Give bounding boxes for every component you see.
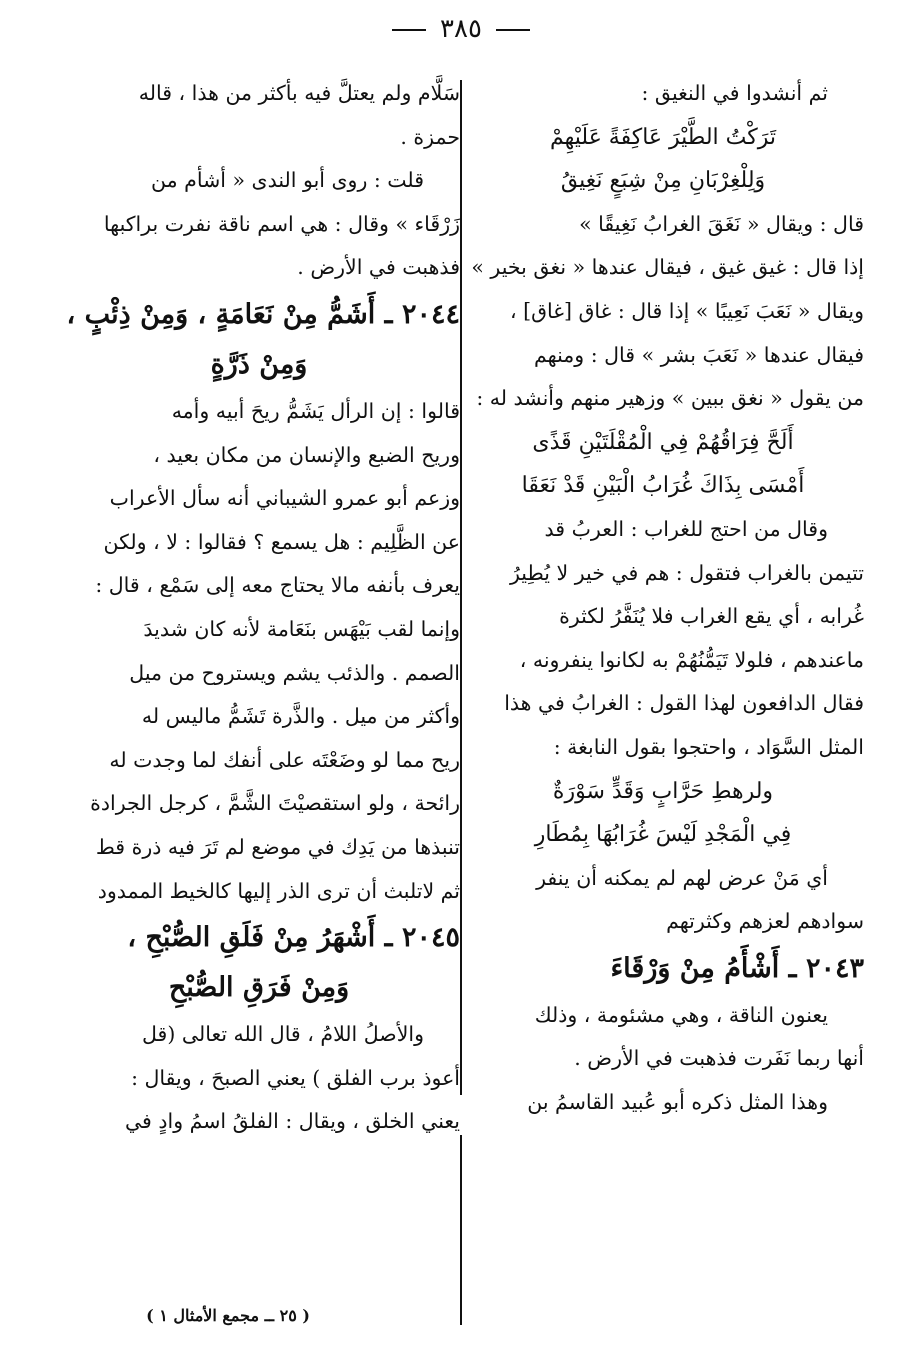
verse-line: ولرهطِ حَرَّابٍ وَقَدٍّ سَوْرَةٌ	[552, 778, 774, 804]
text-line: ثم لاتلبث أن ترى الذر إليها كالخيط الممدود	[97, 878, 460, 903]
text-line: زَرْقَاء » وقال : هي اسم ناقة نفرت براكبها	[103, 211, 460, 236]
text-line: الصمم . والذئب يشم ويستروح من ميل	[129, 660, 460, 685]
text-line: ويقال « نَعَبَ نَعِيبًا » إذا قال : غاق [غاق] ،	[509, 298, 864, 323]
text-line: تتيمن بالغراب فتقول : هم في خير لا يُطِيرُ	[509, 560, 864, 585]
text-line: فذهبت في الأرض .	[297, 255, 460, 280]
left-column	[58, 72, 460, 1144]
text-line: يعني الخلق ، ويقال : الفلقُ اسمُ وادٍ في	[124, 1109, 460, 1134]
verse-line: وَلِلْغِرْبَانِ مِنْ شِبَعٍ نَغِيقُ	[560, 168, 766, 194]
text-line: وقال من احتج للغراب : العربُ قد	[544, 516, 828, 541]
text-line: رائحة ، ولو استقصيْتَ الشَّمَّ ، كرجل الجرادة	[90, 791, 460, 816]
text-line: ثم أنشدوا في النغيق :	[641, 81, 828, 105]
text-line: قالوا : إن الرأل يَشَمُّ ريحَ أبيه وأمه	[171, 398, 460, 423]
text-line: المثل السَّوَاد ، واحتجوا بقول النابغة :	[553, 734, 864, 759]
verse-line: أَمْسَى بِذَاكَ غُرَابُ الْبَيْنِ قَدْ نَعَقَا	[521, 473, 805, 499]
text-line: عن الظَّلِيم : هل يسمع ؟ فقالوا : لا ، ولكن	[103, 529, 460, 554]
text-line: وأكثر من ميل . والذَّرة تَشَمُّ ماليس له	[141, 704, 460, 729]
text-line: ماعندهم ، فلولا تَيَمُّنُهُمْ به لكانوا ينفرونه ،	[519, 647, 864, 672]
text-line: فقال الدافعون لهذا القول : الغرابُ في هذا	[504, 691, 864, 716]
text-line: ريح مما لو وضَعْتَه على أنفك لما وجدت له	[109, 747, 460, 772]
text-line: إذا قال : غيق غيق ، فيقال عندها « نغق بخير »	[471, 255, 864, 280]
text-line: يعرف بأنفه مالا يحتاج معه إلى سَمْع ، قال :	[95, 573, 460, 598]
text-line: يعنون الناقة ، وهي مشئومة ، وذلك	[534, 1002, 828, 1027]
text-line: غُرابه ، أي يقع الغراب فلا يُنَفَّرُ لكثرة	[559, 604, 864, 629]
verse-line: أَلَحَّ فِرَاقُهُمْ فِي الْمُقْلَتَيْنِ قَذًى	[532, 429, 794, 455]
text-line: وريح الضبع والإنسان من مكان بعيد ،	[153, 442, 460, 467]
proverb-heading-2044-sub: وَمِنْ ذَرَّةٍ	[210, 348, 308, 380]
verse-line: فِي الْمَجْدِ لَيْسَ غُرَابُهَا بِمُطَارِ	[534, 822, 792, 848]
text-line: سوادهم لعزهم وكثرتهم	[666, 909, 864, 934]
text-line: حمزة .	[400, 124, 460, 149]
page-number	[0, 14, 922, 44]
text-line: قال : ويقال « نَغَقَ الغرابُ نَغِيقًا »	[579, 211, 864, 236]
text-line: سَلَّام ولم يعتلَّ فيه بأكثر من هذا ، قاله	[138, 81, 460, 105]
text-line: وإنما لقب بَيْهَس بنَعَامة لأنه كان شديدَ	[143, 616, 460, 641]
column-divider-lower	[460, 1135, 462, 1325]
proverb-heading-2045: ٢٠٤٥ ـ أَشْهَرُ مِنْ فَلَقِ الصُّبْحِ ،	[127, 922, 460, 954]
right-column	[462, 72, 864, 1125]
proverb-heading-2043: ٢٠٤٣ ـ أَشْأَمُ مِنْ وَرْقَاءَ	[610, 952, 864, 984]
text-line: وهذا المثل ذكره أبو عُبيد القاسمُ بن	[527, 1090, 828, 1115]
proverb-heading-2044: ٢٠٤٤ ـ أَشَمُّ مِنْ نَعَامَةٍ ، وَمِنْ ذِئْبٍ ،	[66, 298, 460, 330]
proverb-heading-2045-sub: وَمِنْ فَرَقِ الصُّبْحِ	[168, 972, 350, 1004]
page-number-text: ٣٨٥	[440, 14, 482, 44]
text-line: تنبذها من يَدِك في موضع لم تَرَ فيه ذرة قط	[95, 834, 460, 859]
text-line: أنها ربما نَفَرت فذهبت في الأرض .	[574, 1046, 864, 1071]
text-line: وزعم أبو عمرو الشيباني أنه سأل الأعراب	[109, 486, 460, 511]
book-signature: ( ٢٥ ــ مجمع الأمثال ١ )	[146, 1306, 310, 1325]
text-line: قلت : روى أبو الندى « أشأم من	[151, 168, 424, 193]
text-line: أعوذ برب الفلق ) يعني الصبحَ ، ويقال :	[131, 1065, 460, 1090]
text-line: من يقول « نغق ببين » وزهير منهم وأنشد له :	[476, 386, 864, 411]
page-number-dash-left	[392, 29, 426, 31]
verse-line: تَرَكْتُ الطَّيْرَ عَاكِفَةً عَلَيْهِمْ	[549, 124, 776, 150]
text-line: فيقال عندها « نَعَبَ بشر » قال : ومنهم	[534, 342, 864, 367]
page-number-dash-right	[496, 29, 530, 31]
text-line: أي مَنْ عرض لهم لم يمكنه أن ينفر	[536, 865, 828, 890]
text-line: والأصلُ اللامُ ، قال الله تعالى (قل	[142, 1022, 424, 1047]
